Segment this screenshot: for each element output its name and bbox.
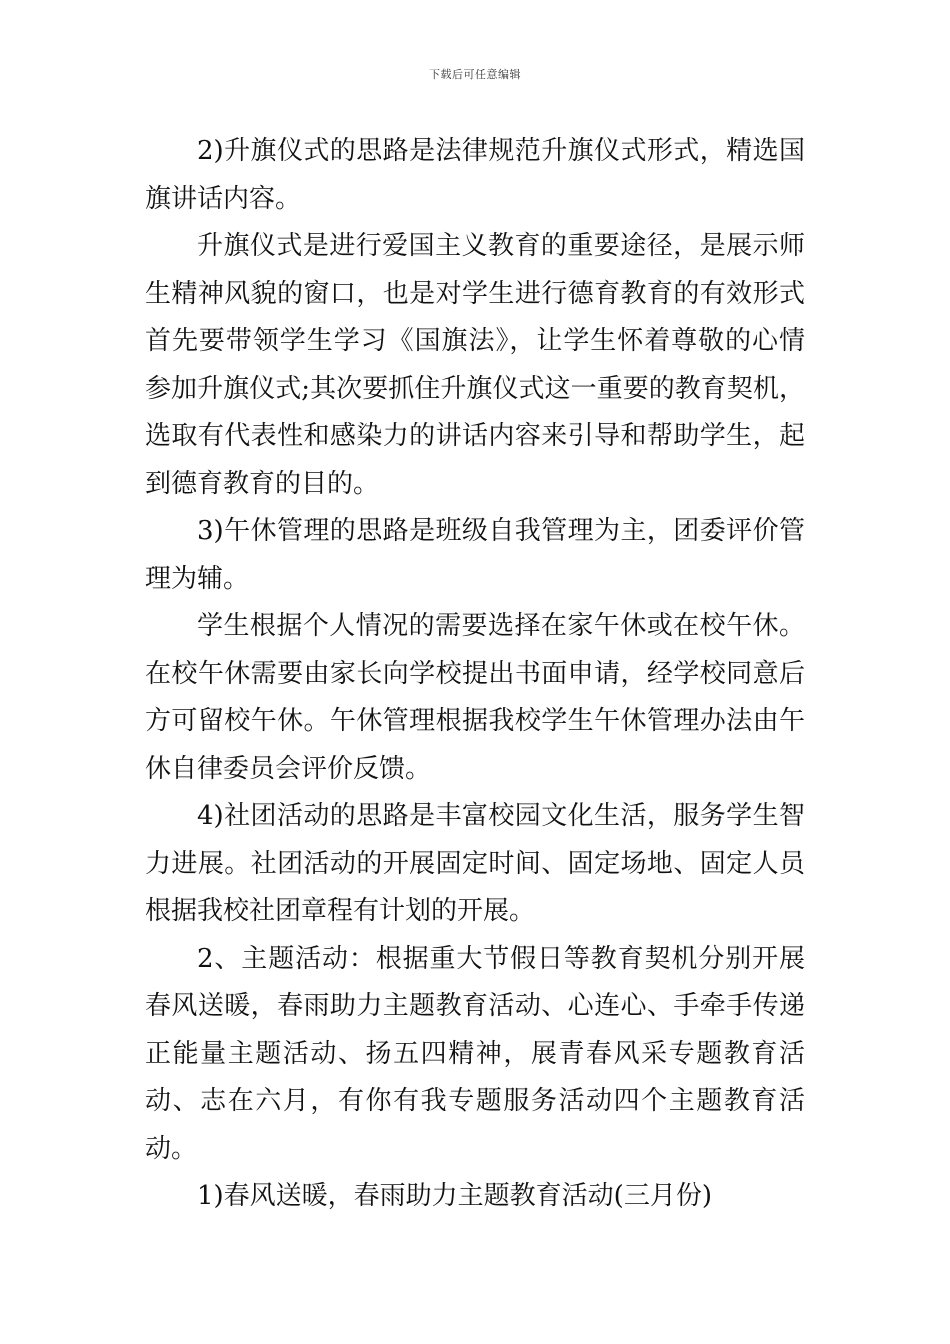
paragraph-theme-activities: 2、主题活动：根据重大节假日等教育契机分别开展春风送暖，春雨助力主题教育活动、心连心、手牵手传递正能量主题活动、扬五四精神，展青春风采专题教育活动、志在六月，有你有我专题服务活动四个主题教育活动。 — [145, 943, 805, 1164]
paragraph-flag-ceremony-detail: 升旗仪式是进行爱国主义教育的重要途径，是展示师生精神风貌的窗口，也是对学生进行德育教育的有效形式首先要带领学生学习《国旗法》，让学生怀着尊敬的心情参加升旗仪式;其次要抓住升旗仪式这一重要的教育契机，选取有代表性和感染力的讲话内容来引导和帮助学生，起到德育教育的目的。 — [145, 231, 805, 499]
header-note: 下载后可任意编辑 — [429, 68, 521, 81]
paragraph-flag-ceremony-approach: 2)升旗仪式的思路是法律规范升旗仪式形式，精选国旗讲话内容。 — [145, 136, 805, 214]
paragraph-noon-rest-detail: 学生根据个人情况的需要选择在家午休或在校午休。在校午休需要由家长向学校提出书面申请，经学校同意后方可留校午休。午休管理根据我校学生午休管理办法由午休自律委员会评价反馈。 — [145, 611, 805, 784]
paragraph-club-activities: 4)社团活动的思路是丰富校园文化生活，服务学生智力进展。社团活动的开展固定时间、固定场地、固定人员根据我校社团章程有计划的开展。 — [145, 801, 805, 926]
paragraph-noon-rest-approach: 3)午休管理的思路是班级自我管理为主，团委评价管理为辅。 — [145, 516, 805, 594]
paragraph-spring-activity: 1)春风送暖，春雨助力主题教育活动(三月份) — [197, 1181, 712, 1211]
document-body — [145, 128, 805, 1221]
